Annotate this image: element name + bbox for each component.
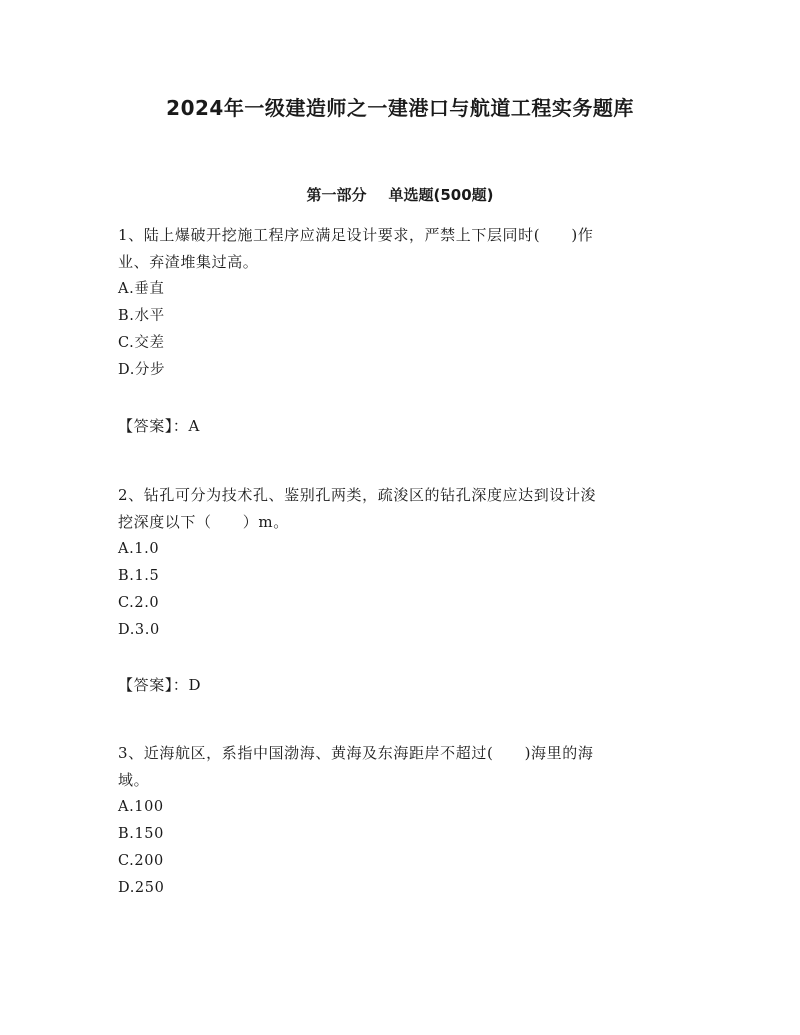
section-type-label: 单选题(500题) [388,186,494,204]
option-c: C.200 [118,853,164,869]
question-stem: 3、近海航区，系指中国渤海、黄海及东海距岸不超过( )海里的海 [118,744,594,762]
answer-1: 【答案】：A [118,417,200,435]
question-1 [118,222,678,384]
question-stem-continued: 业、弃渣堆集过高。 [118,253,259,271]
question-stem: 1、陆上爆破开挖施工程序应满足设计要求，严禁上下层同时( )作 [118,226,594,244]
option-a: A.垂直 [118,281,165,297]
question-stem: 2、钻孔可分为技术孔、鉴别孔两类，疏浚区的钻孔深度应达到设计浚 [118,486,597,504]
section-heading [0,184,800,205]
option-b: B.水平 [118,308,165,324]
option-b: B.1.5 [118,568,160,584]
option-d: D.3.0 [118,622,160,638]
option-c: C.2.0 [118,595,160,611]
question-stem-continued: 挖深度以下（ ）m。 [118,513,289,531]
question-2 [118,482,678,644]
option-a: A.100 [118,799,164,815]
option-d: D.250 [118,880,165,896]
document-title: 2024年一级建造师之一建港口与航道工程实务题库 [166,96,634,120]
option-a: A.1.0 [118,541,160,557]
question-stem-continued: 域。 [118,771,150,789]
question-3 [118,740,678,902]
answer-2: 【答案】：D [118,676,202,694]
section-part-label: 第一部分 [306,186,367,204]
option-c: C.交差 [118,335,165,351]
option-b: B.150 [118,826,164,842]
option-d: D.分步 [118,362,166,378]
